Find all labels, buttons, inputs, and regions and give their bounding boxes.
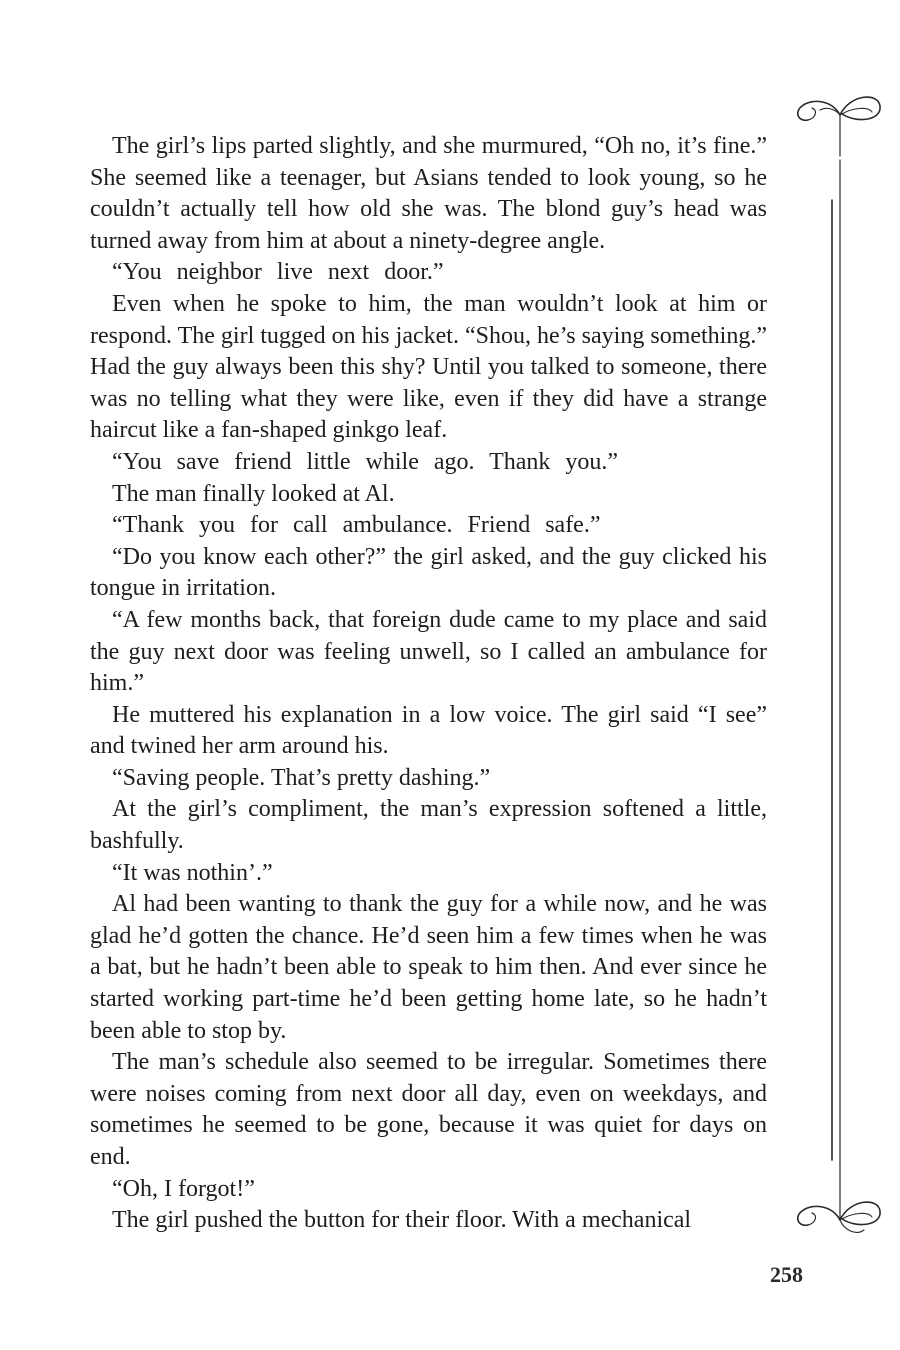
paragraph: “You neighbor live next door.” (112, 259, 444, 286)
page-number: 258 (770, 1262, 803, 1287)
paragraph: “Oh, I forgot!” (112, 1175, 255, 1202)
paragraph: “Saving people. That’s pretty dashing.” (112, 764, 491, 791)
paragraph: The girl’s lips parted slightly, and she murmured, “Oh no, it’s fine.” She seemed like a teenager, but Asians tended to look young, so he couldn’t actually tell how old she was. The blond guy’s head was turned away from him at about a ninety-degree angle. (90, 133, 767, 254)
paragraph: “You save friend little while ago. Thank you.” (112, 448, 619, 475)
flourish-border-icon (780, 70, 890, 1270)
paragraph: “A few months back, that foreign dude came to my place and said the guy next door was feeling unwell, so I called an ambulance for him.” (90, 606, 767, 697)
paragraph: The man’s schedule also seemed to be irregular. Sometimes there were noises coming from next door all day, even on weekdays, and sometimes he seemed to be gone, because it was quiet for days on end. (90, 1049, 767, 1170)
paragraph: “It was nothin’.” (112, 859, 273, 886)
paragraph: “Do you know each other?” the girl asked, and the guy clicked his tongue in irritation. (90, 543, 767, 602)
body-text (90, 131, 767, 1237)
paragraph: At the girl’s compliment, the man’s expression softened a little, bashfully. (90, 796, 767, 855)
paragraph: He muttered his explanation in a low voice. The girl said “I see” and twined her arm around his. (90, 701, 767, 760)
paragraph: Even when he spoke to him, the man wouldn’t look at him or respond. The girl tugged on his jacket. “Shou, he’s saying something.” Had the guy always been this shy? Until you talked to someone, there was no telling what they were like, even if they did have a strange haircut like a fan-shaped ginkgo leaf. (90, 290, 767, 444)
paragraph: Al had been wanting to thank the guy for a while now, and he was glad he’d gotten the chance. He’d seen him a few times when he was a bat, but he hadn’t been able to speak to him then. And ever since he started working part-time he’d been getting home late, so he hadn’t been able to stop by. (90, 891, 767, 1044)
paragraph: The girl pushed the button for their floor. With a mechanical (112, 1207, 692, 1234)
paragraph: The man finally looked at Al. (112, 480, 395, 507)
margin-ornament (780, 70, 890, 1270)
paragraph: “Thank you for call ambulance. Friend safe.” (112, 512, 601, 539)
